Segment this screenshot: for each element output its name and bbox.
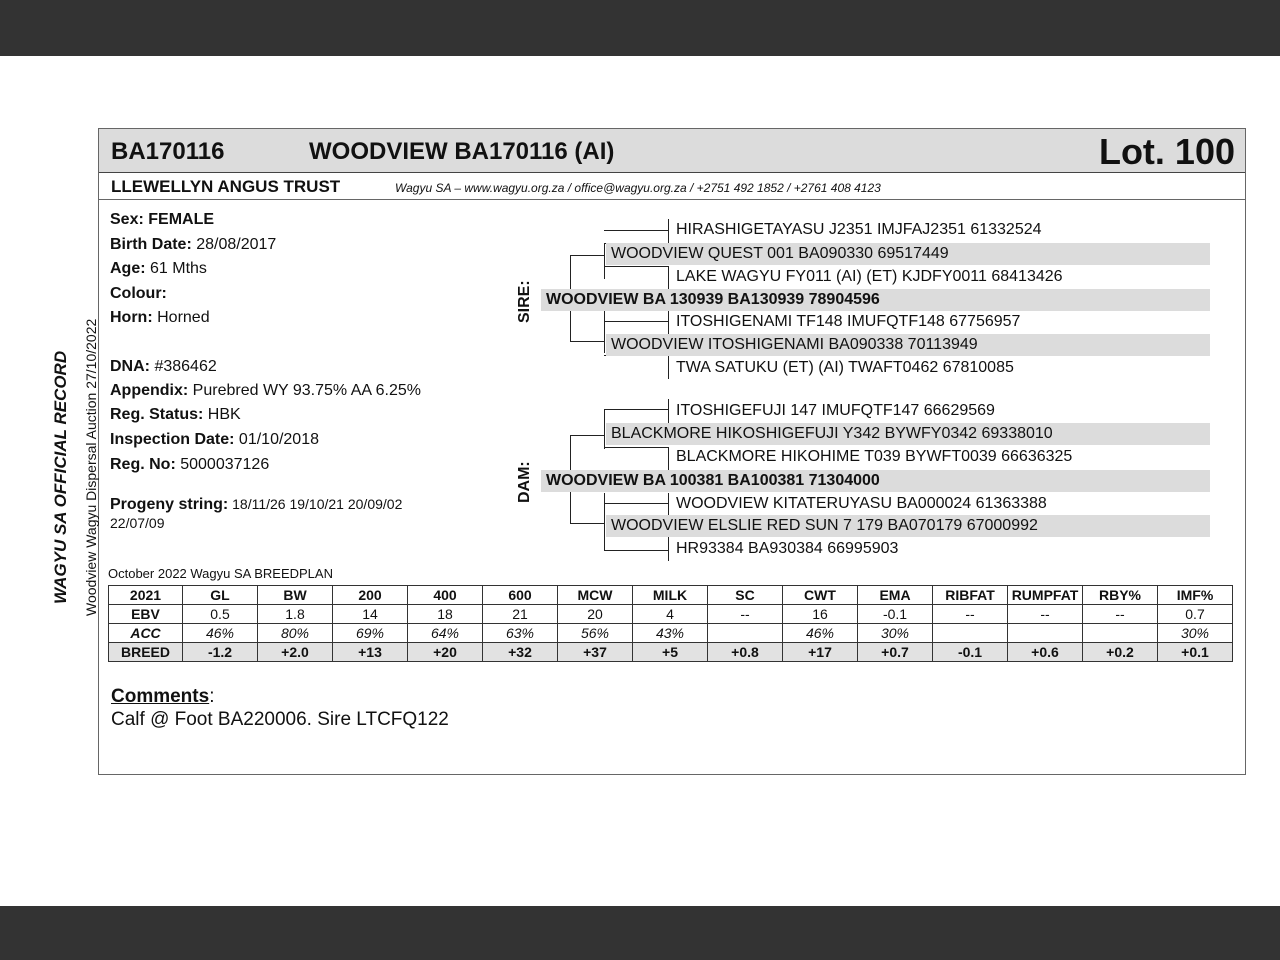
table-cell: 400: [408, 586, 483, 605]
table-cell: 20: [558, 605, 633, 624]
table-cell: +17: [783, 643, 858, 662]
progeny-field: Progeny string: 18/11/26 19/10/21 20/09/02 22/07/09: [110, 496, 403, 531]
reg-status-value: HBK: [207, 406, 241, 423]
bottom-bar: [0, 906, 1280, 960]
pedigree-dam-dam: WOODVIEW ELSLIE RED SUN 7 179 BA070179 67000992: [606, 515, 1210, 537]
pedigree-line: [570, 341, 604, 342]
owner-row: [99, 174, 1245, 200]
owner-name: LLEWELLYN ANGUS TRUST: [111, 177, 341, 196]
pedigree-dam-sire-sire: ITOSHIGEFUJI 147 IMUFQTF147 66629569: [676, 402, 995, 419]
table-cell: 46%: [183, 624, 258, 643]
breedplan-table: [108, 585, 1233, 662]
horn-field: Horn: Horned: [110, 309, 210, 326]
table-cell: BW: [258, 586, 333, 605]
table-cell: 16: [783, 605, 858, 624]
contact-line: Wagyu SA – www.wagyu.org.za / office@wagyu.org.za / +2751 492 1852 / +2761 408 4123: [395, 181, 881, 195]
table-cell: 21: [483, 605, 558, 624]
table-cell: RIBFAT: [933, 586, 1008, 605]
progeny-value: 18/11/26 19/10/21 20/09/02 22/07/09: [110, 496, 403, 531]
pedigree-line: [604, 311, 605, 353]
table-cell: --: [708, 605, 783, 624]
breedplan-header-row: [109, 586, 1233, 605]
pedigree-dam: WOODVIEW BA 100381 BA100381 71304000: [541, 470, 1210, 492]
table-cell: +0.7: [858, 643, 933, 662]
appendix-value: Purebred WY 93.75% AA 6.25%: [192, 382, 421, 399]
dna-field: DNA: #386462: [110, 358, 217, 375]
pedigree-line: [668, 355, 669, 379]
pedigree-sire-dam: WOODVIEW ITOSHIGENAMI BA090338 70113949: [606, 334, 1210, 356]
table-cell: RBY%: [1083, 586, 1158, 605]
table-cell: 46%: [783, 624, 858, 643]
sex-field: Sex: FEMALE: [110, 211, 215, 228]
dna-value: #386462: [154, 358, 217, 375]
table-cell: ACC: [109, 624, 183, 643]
pedigree-line: [668, 537, 669, 561]
birth-date-value: 28/08/2017: [196, 236, 277, 253]
reg-no-field: Reg. No: 5000037126: [110, 456, 270, 473]
table-cell: --: [1083, 605, 1158, 624]
table-cell: 69%: [333, 624, 408, 643]
table-cell: +0.8: [708, 643, 783, 662]
table-cell: +0.1: [1158, 643, 1233, 662]
official-record-label: WAGYU SA OFFICIAL RECORD: [51, 350, 70, 604]
table-cell: -0.1: [933, 643, 1008, 662]
pedigree-sire-dam-sire: ITOSHIGENAMI TF148 IMUFQTF148 67756957: [676, 313, 1021, 330]
table-cell: 4: [633, 605, 708, 624]
table-cell: 600: [483, 586, 558, 605]
table-cell: 80%: [258, 624, 333, 643]
breedplan-acc-row: [109, 624, 1233, 643]
lot-number: Lot. 100: [1098, 131, 1235, 172]
table-cell: [708, 624, 783, 643]
pedigree-sire-sire: WOODVIEW QUEST 001 BA090330 69517449: [606, 243, 1210, 265]
pedigree-sire-dam-dam: TWA SATUKU (ET) (AI) TWAFT0462 67810085: [676, 359, 1014, 376]
table-cell: -1.2: [183, 643, 258, 662]
pedigree-line: [570, 435, 604, 436]
table-cell: MILK: [633, 586, 708, 605]
table-cell: 0.7: [1158, 605, 1233, 624]
birth-date-field: Birth Date: 28/08/2017: [110, 236, 277, 253]
horn-value: Horned: [157, 309, 210, 326]
lot-card: [51, 128, 1246, 775]
sire-label: SIRE:: [516, 280, 533, 323]
table-cell: -0.1: [858, 605, 933, 624]
age-value: 61 Mths: [150, 260, 207, 277]
pedigree-line: [604, 493, 605, 550]
table-cell: --: [1008, 605, 1083, 624]
table-cell: SC: [708, 586, 783, 605]
table-cell: CWT: [783, 586, 858, 605]
table-cell: [1008, 624, 1083, 643]
card-header: [99, 129, 1245, 173]
pedigree-line: [570, 523, 604, 524]
pedigree-line: [668, 399, 669, 423]
breedplan-breed-row: [109, 643, 1233, 662]
pedigree-line: [668, 493, 669, 517]
table-cell: 30%: [858, 624, 933, 643]
appendix-field: Appendix: Purebred WY 93.75% AA 6.25%: [110, 382, 421, 399]
sex-value: FEMALE: [148, 211, 215, 228]
table-cell: +37: [558, 643, 633, 662]
table-cell: [1083, 624, 1158, 643]
auction-label: Woodview Wagyu Dispersal Auction 27/10/2022: [83, 318, 99, 616]
breedplan-ebv-row: [109, 605, 1233, 624]
pedigree-line: [604, 550, 668, 551]
top-bar: [0, 0, 1280, 56]
breedplan-caption: October 2022 Wagyu SA BREEDPLAN: [108, 566, 333, 581]
comments-text: Calf @ Foot BA220006. Sire LTCFQ122: [111, 709, 449, 730]
pedigree-line: [604, 266, 668, 267]
table-cell: IMF%: [1158, 586, 1233, 605]
pedigree-line: [604, 409, 668, 410]
table-cell: +2.0: [258, 643, 333, 662]
table-cell: EMA: [858, 586, 933, 605]
pedigree-line: [668, 447, 669, 471]
pedigree-line: [604, 447, 668, 448]
reg-no-value: 5000037126: [180, 456, 270, 473]
inspection-date-field: Inspection Date: 01/10/2018: [110, 431, 319, 448]
comments-label: Comments:: [111, 686, 215, 707]
dam-label: DAM:: [516, 461, 533, 503]
table-cell: RUMPFAT: [1008, 586, 1083, 605]
pedigree-dam-sire: BLACKMORE HIKOSHIGEFUJI Y342 BYWFY0342 69338010: [606, 423, 1210, 445]
table-cell: +13: [333, 643, 408, 662]
table-cell: 64%: [408, 624, 483, 643]
reg-status-field: Reg. Status: HBK: [110, 406, 241, 423]
table-cell: 2021: [109, 586, 183, 605]
table-cell: 200: [333, 586, 408, 605]
pedigree-line: [604, 503, 668, 504]
table-cell: +0.2: [1083, 643, 1158, 662]
animal-name: WOODVIEW BA170116 (AI): [309, 138, 615, 165]
pedigree-line: [668, 266, 669, 290]
table-cell: 14: [333, 605, 408, 624]
table-cell: +32: [483, 643, 558, 662]
table-cell: 30%: [1158, 624, 1233, 643]
table-cell: EBV: [109, 605, 183, 624]
table-cell: +0.6: [1008, 643, 1083, 662]
pedigree-line: [668, 311, 669, 335]
table-cell: 56%: [558, 624, 633, 643]
table-cell: +5: [633, 643, 708, 662]
pedigree-dam-dam-sire: WOODVIEW KITATERUYASU BA000024 61363388: [676, 495, 1047, 512]
pedigree-dam-dam-dam: HR93384 BA930384 66995903: [676, 540, 899, 557]
table-cell: +20: [408, 643, 483, 662]
pedigree-line: [570, 255, 604, 256]
age-field: Age: 61 Mths: [110, 260, 207, 277]
pedigree-sire: WOODVIEW BA 130939 BA130939 78904596: [541, 289, 1210, 311]
animal-id: BA170116: [111, 138, 225, 165]
colour-field: Colour:: [110, 285, 167, 302]
pedigree-line: [604, 409, 605, 449]
pedigree-sire-sire-dam: LAKE WAGYU FY011 (AI) (ET) KJDFY0011 68413426: [676, 268, 1063, 285]
table-cell: 1.8: [258, 605, 333, 624]
table-cell: --: [933, 605, 1008, 624]
table-cell: 0.5: [183, 605, 258, 624]
pedigree-line: [604, 321, 668, 322]
pedigree-sire-sire-sire: HIRASHIGETAYASU J2351 IMJFAJ2351 61332524: [676, 221, 1042, 238]
table-cell: 18: [408, 605, 483, 624]
table-cell: BREED: [109, 643, 183, 662]
table-cell: MCW: [558, 586, 633, 605]
table-cell: GL: [183, 586, 258, 605]
table-cell: 63%: [483, 624, 558, 643]
inspection-date-value: 01/10/2018: [238, 431, 319, 448]
pedigree-line: [604, 230, 668, 231]
pedigree-dam-sire-dam: BLACKMORE HIKOHIME T039 BYWFT0039 66636325: [676, 448, 1073, 465]
pedigree-line: [604, 243, 605, 279]
table-cell: 43%: [633, 624, 708, 643]
table-cell: [933, 624, 1008, 643]
